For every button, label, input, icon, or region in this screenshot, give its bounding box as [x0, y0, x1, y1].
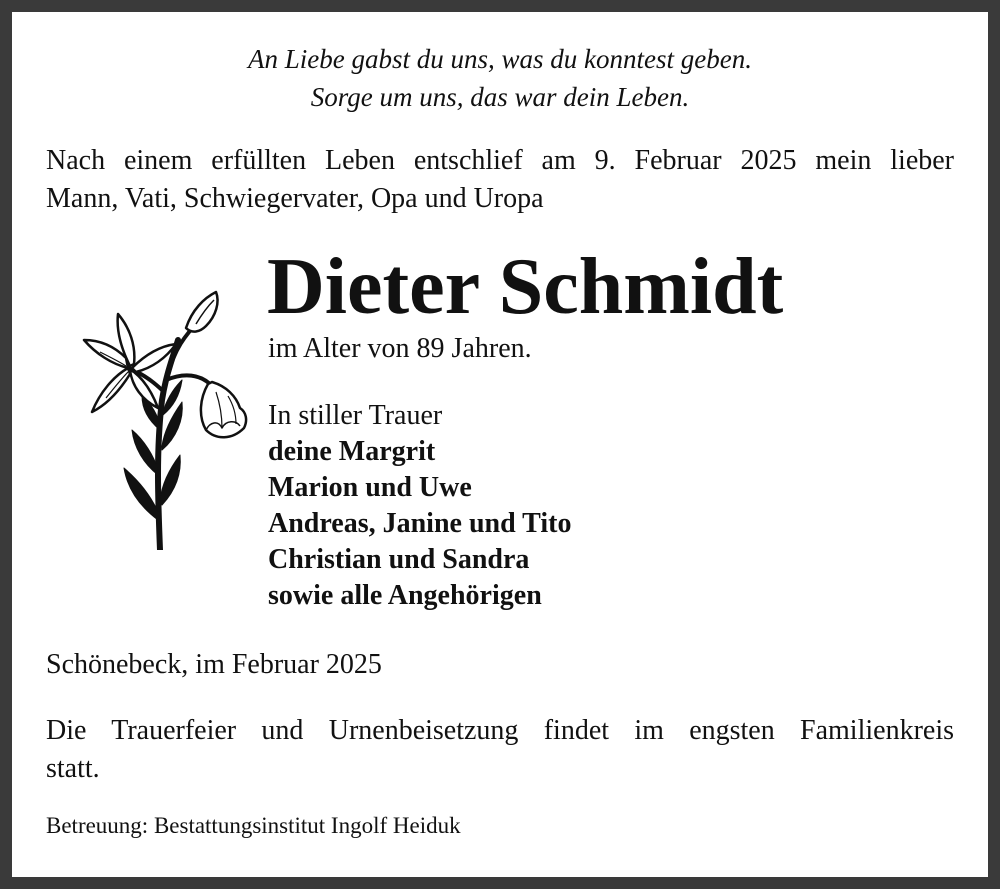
motto-line: Sorge um uns, das war dein Leben.: [310, 82, 690, 112]
intro-line: Nach einem erfüllten Leben entschlief am 9. Februar 2025 mein lieber: [46, 145, 954, 176]
mourner-line: Andreas, Janine und Tito: [268, 508, 572, 539]
funeral-home-credit: Betreuung: Bestattungsinstitut Ingolf Heiduk: [46, 813, 461, 838]
mourning-intro: In stiller Trauer: [268, 400, 443, 431]
ceremony-line: statt.: [46, 753, 100, 784]
motto-line: An Liebe gabst du uns, was du konntest geben.: [248, 44, 752, 74]
mourners-block: [268, 398, 571, 614]
obituary-card: [12, 12, 988, 877]
ceremony-line: Die Trauerfeier und Urnenbeisetzung findet im engsten Familienkreis: [46, 715, 954, 746]
mourner-line: sowie alle Angehörigen: [268, 580, 542, 611]
deceased-name: Dieter Schmidt: [267, 243, 784, 331]
place-date: Schönebeck, im Februar 2025: [46, 649, 382, 680]
age-text: im Alter von 89 Jahren.: [268, 333, 532, 364]
mourner-line: Christian und Sandra: [268, 544, 530, 575]
mourner-line: deine Margrit: [268, 436, 436, 467]
intro-line: Mann, Vati, Schwiegervater, Opa und Uropa: [46, 183, 544, 214]
lily-flower-icon: [50, 280, 250, 550]
motto: [12, 40, 988, 116]
ceremony-text: [46, 712, 954, 788]
mourner-line: Marion und Uwe: [268, 472, 472, 503]
intro-text: [46, 142, 954, 218]
